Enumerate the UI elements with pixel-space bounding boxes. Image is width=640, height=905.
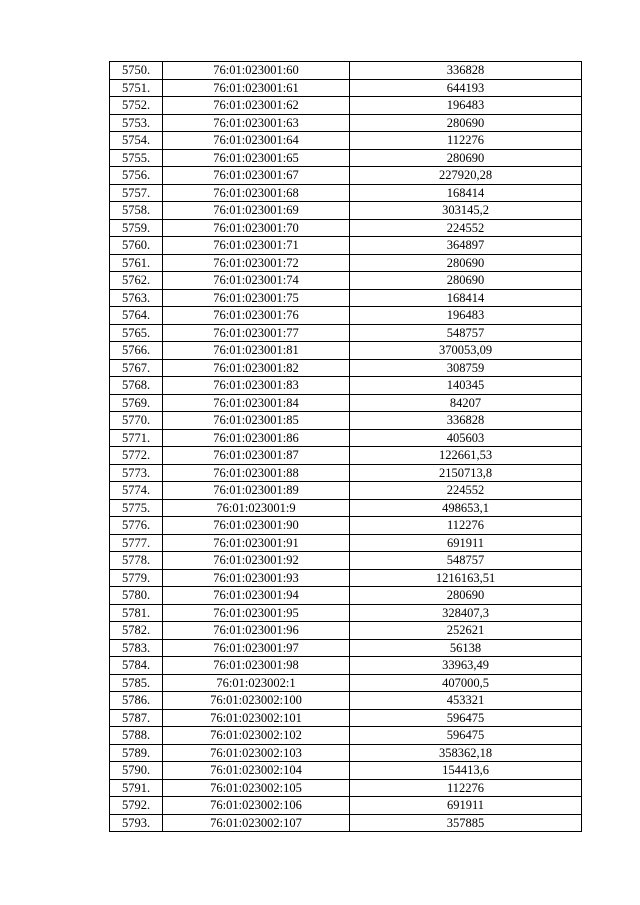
table-row xyxy=(110,97,582,115)
table-row xyxy=(110,272,582,290)
cadastral-number-cell: 76:01:023001:97 xyxy=(163,639,350,657)
table-row xyxy=(110,307,582,325)
row-number-cell: 5784. xyxy=(110,657,163,675)
table-row xyxy=(110,289,582,307)
table-row xyxy=(110,62,582,80)
row-number-cell: 5792. xyxy=(110,797,163,815)
cadastral-number-cell: 76:01:023001:74 xyxy=(163,272,350,290)
value-cell: 280690 xyxy=(350,114,582,132)
value-cell: 1216163,51 xyxy=(350,569,582,587)
row-number-cell: 5781. xyxy=(110,604,163,622)
row-number-cell: 5759. xyxy=(110,219,163,237)
value-cell: 140345 xyxy=(350,377,582,395)
table-row xyxy=(110,709,582,727)
cadastral-number-cell: 76:01:023001:91 xyxy=(163,534,350,552)
value-cell: 308759 xyxy=(350,359,582,377)
table-row xyxy=(110,377,582,395)
row-number-cell: 5789. xyxy=(110,744,163,762)
row-number-cell: 5750. xyxy=(110,62,163,80)
cadastral-number-cell: 76:01:023001:60 xyxy=(163,62,350,80)
row-number-cell: 5767. xyxy=(110,359,163,377)
row-number-cell: 5766. xyxy=(110,342,163,360)
cadastral-number-cell: 76:01:023002:104 xyxy=(163,762,350,780)
row-number-cell: 5773. xyxy=(110,464,163,482)
table-row xyxy=(110,219,582,237)
row-number-cell: 5768. xyxy=(110,377,163,395)
value-cell: 224552 xyxy=(350,482,582,500)
table-row xyxy=(110,587,582,605)
row-number-cell: 5770. xyxy=(110,412,163,430)
table-row xyxy=(110,727,582,745)
table-row xyxy=(110,149,582,167)
cadastral-number-cell: 76:01:023001:61 xyxy=(163,79,350,97)
cadastral-number-cell: 76:01:023001:85 xyxy=(163,412,350,430)
cadastral-number-cell: 76:01:023001:81 xyxy=(163,342,350,360)
value-cell: 196483 xyxy=(350,97,582,115)
value-cell: 168414 xyxy=(350,289,582,307)
row-number-cell: 5756. xyxy=(110,167,163,185)
table-row xyxy=(110,342,582,360)
value-cell: 328407,3 xyxy=(350,604,582,622)
cadastral-number-cell: 76:01:023001:93 xyxy=(163,569,350,587)
table-row xyxy=(110,779,582,797)
value-cell: 303145,2 xyxy=(350,202,582,220)
value-cell: 364897 xyxy=(350,237,582,255)
cadastral-number-cell: 76:01:023001:68 xyxy=(163,184,350,202)
cadastral-number-cell: 76:01:023002:102 xyxy=(163,727,350,745)
row-number-cell: 5787. xyxy=(110,709,163,727)
table-row xyxy=(110,814,582,832)
table-row xyxy=(110,517,582,535)
row-number-cell: 5772. xyxy=(110,447,163,465)
value-cell: 196483 xyxy=(350,307,582,325)
row-number-cell: 5778. xyxy=(110,552,163,570)
row-number-cell: 5765. xyxy=(110,324,163,342)
row-number-cell: 5790. xyxy=(110,762,163,780)
table-row xyxy=(110,482,582,500)
cadastral-number-cell: 76:01:023001:62 xyxy=(163,97,350,115)
value-cell: 280690 xyxy=(350,149,582,167)
row-number-cell: 5760. xyxy=(110,237,163,255)
cadastral-number-cell: 76:01:023001:71 xyxy=(163,237,350,255)
table-row xyxy=(110,622,582,640)
cadastral-number-cell: 76:01:023001:64 xyxy=(163,132,350,150)
row-number-cell: 5783. xyxy=(110,639,163,657)
table-row xyxy=(110,359,582,377)
value-cell: 280690 xyxy=(350,254,582,272)
cadastral-number-cell: 76:01:023001:84 xyxy=(163,394,350,412)
row-number-cell: 5764. xyxy=(110,307,163,325)
cadastral-number-cell: 76:01:023001:67 xyxy=(163,167,350,185)
value-cell: 453321 xyxy=(350,692,582,710)
value-cell: 227920,28 xyxy=(350,167,582,185)
row-number-cell: 5782. xyxy=(110,622,163,640)
cadastral-number-cell: 76:01:023001:83 xyxy=(163,377,350,395)
table-row xyxy=(110,132,582,150)
table-row xyxy=(110,797,582,815)
cadastral-number-cell: 76:01:023001:63 xyxy=(163,114,350,132)
table-row xyxy=(110,464,582,482)
value-cell: 112276 xyxy=(350,132,582,150)
cadastral-number-cell: 76:01:023001:90 xyxy=(163,517,350,535)
value-cell: 280690 xyxy=(350,587,582,605)
value-cell: 2150713,8 xyxy=(350,464,582,482)
value-cell: 112276 xyxy=(350,517,582,535)
row-number-cell: 5758. xyxy=(110,202,163,220)
row-number-cell: 5769. xyxy=(110,394,163,412)
value-cell: 596475 xyxy=(350,709,582,727)
table-row xyxy=(110,412,582,430)
value-cell: 154413,6 xyxy=(350,762,582,780)
table-row xyxy=(110,237,582,255)
cadastral-number-cell: 76:01:023001:95 xyxy=(163,604,350,622)
table-row xyxy=(110,692,582,710)
cadastral-number-cell: 76:01:023001:70 xyxy=(163,219,350,237)
value-cell: 224552 xyxy=(350,219,582,237)
table-row xyxy=(110,114,582,132)
table-row xyxy=(110,534,582,552)
row-number-cell: 5755. xyxy=(110,149,163,167)
cadastral-number-cell: 76:01:023001:75 xyxy=(163,289,350,307)
cadastral-number-cell: 76:01:023002:107 xyxy=(163,814,350,832)
table-row xyxy=(110,167,582,185)
value-cell: 33963,49 xyxy=(350,657,582,675)
value-cell: 548757 xyxy=(350,552,582,570)
row-number-cell: 5762. xyxy=(110,272,163,290)
value-cell: 596475 xyxy=(350,727,582,745)
value-cell: 407000,5 xyxy=(350,674,582,692)
row-number-cell: 5763. xyxy=(110,289,163,307)
cadastral-number-cell: 76:01:023001:92 xyxy=(163,552,350,570)
cadastral-number-cell: 76:01:023001:89 xyxy=(163,482,350,500)
value-cell: 336828 xyxy=(350,412,582,430)
value-cell: 84207 xyxy=(350,394,582,412)
table-row xyxy=(110,674,582,692)
row-number-cell: 5751. xyxy=(110,79,163,97)
cadastral-number-cell: 76:01:023001:82 xyxy=(163,359,350,377)
cadastral-number-cell: 76:01:023001:98 xyxy=(163,657,350,675)
table-row xyxy=(110,639,582,657)
row-number-cell: 5780. xyxy=(110,587,163,605)
cadastral-value-table xyxy=(109,61,582,832)
table-row xyxy=(110,762,582,780)
cadastral-number-cell: 76:01:023001:96 xyxy=(163,622,350,640)
value-cell: 280690 xyxy=(350,272,582,290)
cadastral-number-cell: 76:01:023002:101 xyxy=(163,709,350,727)
cadastral-number-cell: 76:01:023001:88 xyxy=(163,464,350,482)
value-cell: 252621 xyxy=(350,622,582,640)
table-row xyxy=(110,429,582,447)
row-number-cell: 5752. xyxy=(110,97,163,115)
cadastral-number-cell: 76:01:023001:87 xyxy=(163,447,350,465)
row-number-cell: 5757. xyxy=(110,184,163,202)
value-cell: 358362,18 xyxy=(350,744,582,762)
row-number-cell: 5771. xyxy=(110,429,163,447)
table-row xyxy=(110,499,582,517)
table-row xyxy=(110,324,582,342)
cadastral-number-cell: 76:01:023002:105 xyxy=(163,779,350,797)
row-number-cell: 5776. xyxy=(110,517,163,535)
table-row xyxy=(110,552,582,570)
row-number-cell: 5793. xyxy=(110,814,163,832)
value-cell: 644193 xyxy=(350,79,582,97)
table-row xyxy=(110,744,582,762)
row-number-cell: 5786. xyxy=(110,692,163,710)
cadastral-number-cell: 76:01:023001:72 xyxy=(163,254,350,272)
cadastral-number-cell: 76:01:023002:103 xyxy=(163,744,350,762)
row-number-cell: 5774. xyxy=(110,482,163,500)
cadastral-number-cell: 76:01:023001:9 xyxy=(163,499,350,517)
value-cell: 122661,53 xyxy=(350,447,582,465)
cadastral-number-cell: 76:01:023001:76 xyxy=(163,307,350,325)
cadastral-number-cell: 76:01:023002:106 xyxy=(163,797,350,815)
row-number-cell: 5761. xyxy=(110,254,163,272)
table-row xyxy=(110,604,582,622)
table-row xyxy=(110,394,582,412)
value-cell: 336828 xyxy=(350,62,582,80)
value-cell: 691911 xyxy=(350,797,582,815)
cadastral-number-cell: 76:01:023001:65 xyxy=(163,149,350,167)
value-cell: 56138 xyxy=(350,639,582,657)
value-cell: 405603 xyxy=(350,429,582,447)
table-row xyxy=(110,79,582,97)
row-number-cell: 5777. xyxy=(110,534,163,552)
cadastral-number-cell: 76:01:023001:86 xyxy=(163,429,350,447)
row-number-cell: 5785. xyxy=(110,674,163,692)
value-cell: 112276 xyxy=(350,779,582,797)
table-row xyxy=(110,184,582,202)
table-body xyxy=(110,62,582,832)
row-number-cell: 5753. xyxy=(110,114,163,132)
cadastral-number-cell: 76:01:023002:100 xyxy=(163,692,350,710)
row-number-cell: 5779. xyxy=(110,569,163,587)
table-row xyxy=(110,202,582,220)
value-cell: 691911 xyxy=(350,534,582,552)
value-cell: 548757 xyxy=(350,324,582,342)
row-number-cell: 5788. xyxy=(110,727,163,745)
value-cell: 370053,09 xyxy=(350,342,582,360)
row-number-cell: 5754. xyxy=(110,132,163,150)
value-cell: 498653,1 xyxy=(350,499,582,517)
table-row xyxy=(110,254,582,272)
row-number-cell: 5791. xyxy=(110,779,163,797)
table-row xyxy=(110,657,582,675)
cadastral-number-cell: 76:01:023001:94 xyxy=(163,587,350,605)
table-row xyxy=(110,447,582,465)
cadastral-number-cell: 76:01:023001:77 xyxy=(163,324,350,342)
table-row xyxy=(110,569,582,587)
value-cell: 357885 xyxy=(350,814,582,832)
cadastral-number-cell: 76:01:023002:1 xyxy=(163,674,350,692)
cadastral-number-cell: 76:01:023001:69 xyxy=(163,202,350,220)
row-number-cell: 5775. xyxy=(110,499,163,517)
value-cell: 168414 xyxy=(350,184,582,202)
